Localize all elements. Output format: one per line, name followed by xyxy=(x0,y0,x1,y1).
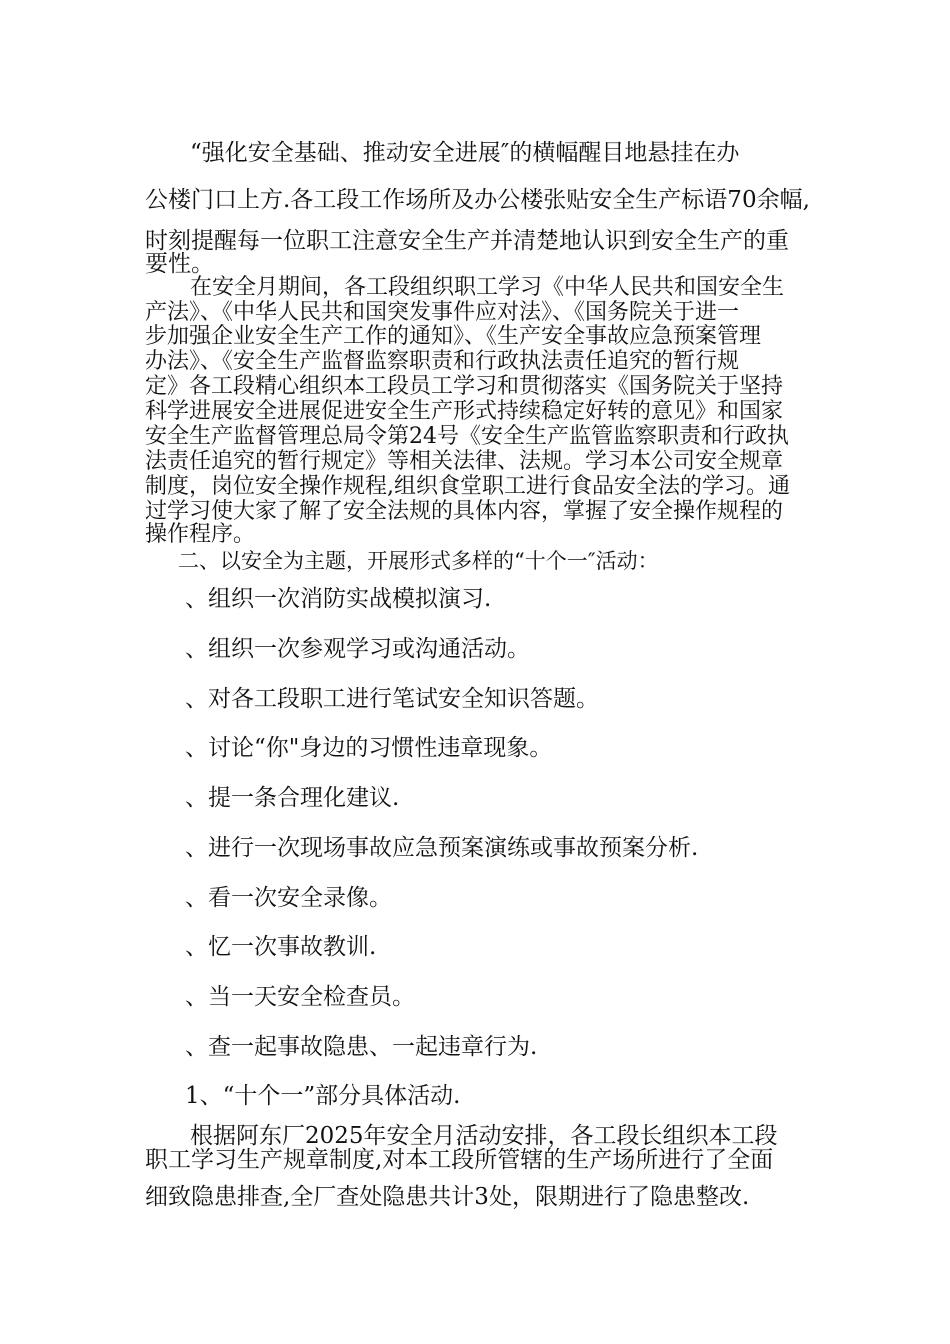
activity-item: 、忆一次事故教训. xyxy=(185,934,377,960)
paragraph-3-line-3: 细致隐患排查,全厂查处隐患共计3处，限期进行了隐患整改. xyxy=(145,1184,750,1210)
paragraph-2-line-9: 制度，岗位安全操作规程,组织食堂职工进行食品安全法的学习。通 xyxy=(145,474,790,499)
paragraph-1-line-3: 时刻提醒每一位职工注意安全生产并清楚地认识到安全生产的重 xyxy=(145,228,789,254)
paragraph-3-line-2: 职工学习生产规章制度,对本工段所管辖的生产场所进行了全面 xyxy=(145,1147,774,1173)
paragraph-2-line-1: 在安全月期间，各工段组织职工学习《中华人民共和国安全生 xyxy=(190,275,785,300)
section-2-heading: 二、以安全为主题，开展形式多样的“十个一″活动： xyxy=(178,549,659,573)
paragraph-3-line-1: 根据阿东厂2025年安全月活动安排，各工段长组织本工段 xyxy=(190,1123,778,1149)
paragraph-2-line-5: 定》各工段精心组织本工段员工学习和贯彻落实《国务院关于坚持 xyxy=(145,374,784,399)
activity-item: 、讨论“你"身边的习惯性违章现象。 xyxy=(185,735,553,761)
subheading: 1、“十个一”部分具体活动. xyxy=(185,1083,461,1109)
activity-item: 、对各工段职工进行笔试安全知识答题。 xyxy=(185,686,599,712)
paragraph-2-line-3: 步加强企业安全生产工作的通知》、《生产安全事故应急预案管理 xyxy=(145,324,762,349)
paragraph-2-line-2: 产法》、《中华人民共和国突发事件应对法》、《国务院关于进一 xyxy=(145,300,740,325)
paragraph-2-line-10: 过学习使大家了解了安全法规的具体内容，掌握了安全操作规程的 xyxy=(145,499,784,524)
paragraph-2-line-7: 安全生产监督管理总局令第24号《安全生产监管监察职责和行政执 xyxy=(145,424,789,449)
paragraph-2-line-11: 操作程序。 xyxy=(145,522,256,547)
paragraph-1-line-4: 要性。 xyxy=(145,251,214,277)
activity-item: 、组织一次参观学习或沟通活动。 xyxy=(185,636,530,662)
activity-item: 、进行一次现场事故应急预案演练或事故预案分析. xyxy=(185,835,699,861)
activity-item: 、组织一次消防实战模拟演习. xyxy=(185,586,492,612)
activity-item: 、查一起事故隐患、一起违章行为. xyxy=(185,1034,538,1060)
paragraph-2-line-4: 办法》、《安全生产监督监察职责和行政执法责任追究的暂行规 xyxy=(145,349,740,374)
paragraph-1-line-1: “强化安全基础、推动安全进展″的横幅醒目地悬挂在办 xyxy=(190,140,740,166)
paragraph-2-line-6: 科学进展安全进展促进安全生产形式持续稳定好转的意见》和国家 xyxy=(145,399,784,424)
activity-item: 、提一条合理化建议. xyxy=(185,785,400,811)
paragraph-2-line-8: 法责任追究的暂行规定》等相关法律、法规。学习本公司安全规章 xyxy=(145,449,784,474)
paragraph-1-line-2: 公楼门口上方.各工段工作场所及办公楼张贴安全生产标语70余幅, xyxy=(145,187,810,213)
activity-item: 、当一天安全检查员。 xyxy=(185,984,415,1010)
activity-item: 、看一次安全录像。 xyxy=(185,885,392,911)
